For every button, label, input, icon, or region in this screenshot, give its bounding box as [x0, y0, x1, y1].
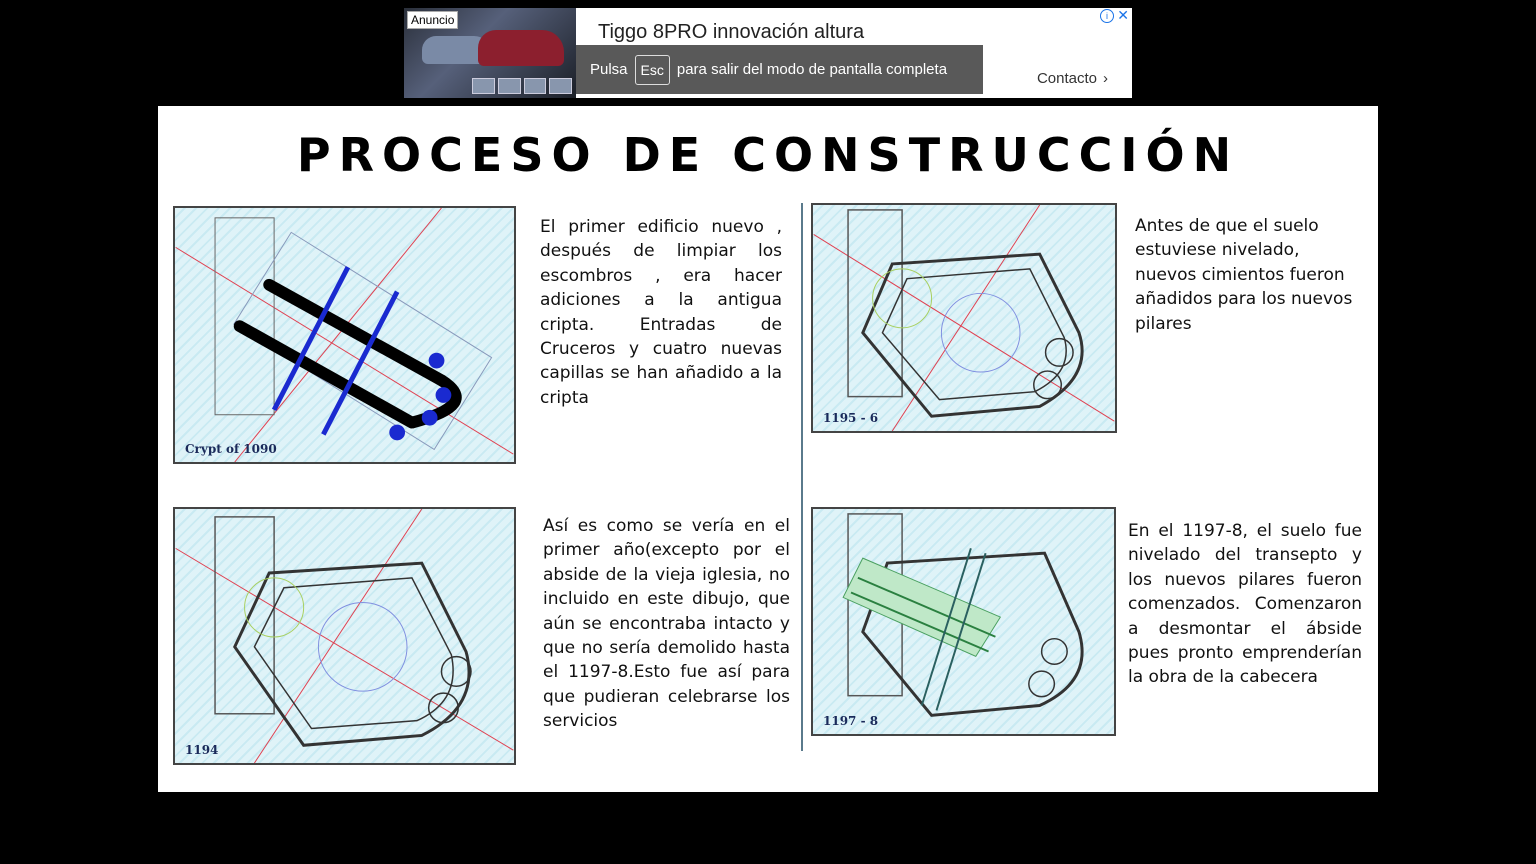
esc-key: Esc — [635, 55, 670, 85]
vertical-divider — [801, 203, 803, 751]
fullscreen-toast — [576, 45, 983, 94]
toast-text-pre: Pulsa — [590, 61, 628, 78]
ad-title[interactable]: Tiggo 8PRO innovación altura — [598, 21, 865, 43]
info-icon[interactable]: i — [1100, 9, 1114, 23]
plan-label: 1195 - 6 — [823, 411, 879, 425]
chevron-right-icon: › — [1103, 70, 1108, 87]
panel-description: Antes de que el suelo estuviese nivelado, nuevos cimientos fueron añadidos para los nuevos pilares — [1135, 216, 1353, 334]
plan-label: 1194 — [185, 743, 219, 757]
plan-image-1197-8 — [811, 507, 1116, 736]
ad-badge: Anuncio — [407, 11, 458, 29]
close-icon[interactable]: ✕ — [1117, 8, 1129, 23]
slide — [158, 106, 1378, 792]
plan-image-1195-6 — [811, 203, 1117, 433]
ad-image[interactable] — [404, 8, 576, 98]
ad-contact-label: Contacto — [1036, 70, 1097, 87]
plan-drawing — [813, 509, 1114, 734]
plan-label: Crypt of 1090 — [185, 442, 277, 456]
car-image — [478, 30, 564, 66]
panel-description: En el 1197-8, el suelo fue nivelado del transepto y los nuevos pilares fueron comenzados. Comenzaron a desmontar el ábside pues pronto emprenderían la obra de la cabecera — [1128, 521, 1362, 688]
plan-drawing — [175, 208, 514, 462]
plan-label: 1197 - 8 — [823, 714, 879, 728]
panel-description: El primer edificio nuevo , después de limpiar los escombros , era hacer adiciones a la antigua cripta. Entradas de Cruceros y cuatro nuevas capillas se han añadido a la cripta — [540, 217, 782, 408]
slide-title: PROCESO DE CONSTRUCCIÓN — [296, 128, 1240, 182]
plan-drawing — [175, 509, 514, 763]
plan-image-crypt — [173, 206, 516, 464]
panel-description: Así es como se vería en el primer año(excepto por el abside de la vieja iglesia, no incluido en este dibujo, que aún se encontraba intacto y que no sería demolido hasta el 1197-8.Esto fue así para que pudieran celebrarse los servicios — [543, 516, 790, 732]
toast-text-post: para salir del modo de pantalla completa — [676, 61, 948, 78]
ad-thumbnails — [472, 78, 572, 94]
plan-drawing — [813, 205, 1115, 431]
plan-image-1194 — [173, 507, 516, 765]
ad-contact-button[interactable] — [1037, 70, 1108, 87]
